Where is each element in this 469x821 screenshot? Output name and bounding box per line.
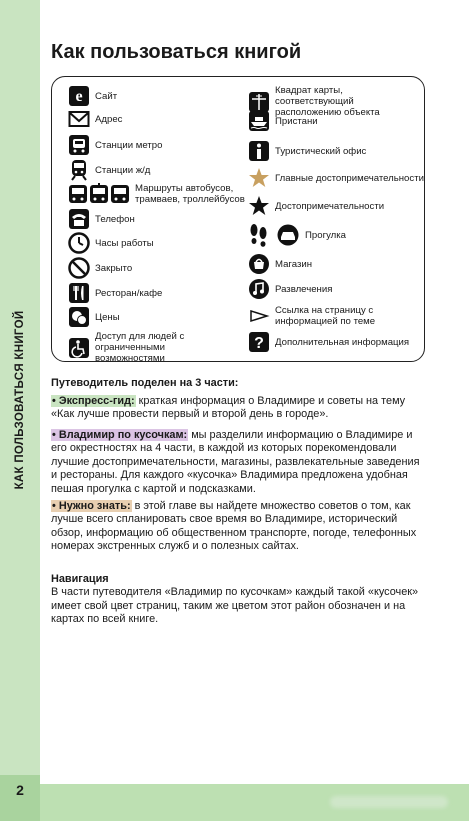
legend-item-closed: Закрыто [68,257,132,279]
legend-item-walk: Прогулка [248,223,346,247]
svg-text:e: e [75,88,83,105]
legend-item-piers: Пристани [248,110,318,132]
legend-item-accessibility: Доступ для людей с ограниченными возможностями [68,331,235,364]
train-icon [68,159,90,181]
coins-icon [68,306,90,328]
legend-item-website: e Сайт [68,85,117,107]
intro-text: Путеводитель поделен на 3 части: [51,377,239,389]
music-icon [248,278,270,300]
legend-item-restaurant: Ресторан/кафе [68,282,162,304]
shop-icon [248,253,270,275]
legend-item-phone: Телефон [68,208,135,230]
legend-item-train: Станции ж/д [68,159,150,181]
metro-icon [68,134,90,156]
phone-icon [68,208,90,230]
navigation-title: Навигация [51,573,109,585]
page-number: 2 [16,782,24,798]
navigation-body: В части путеводителя «Владимир по кусочкам» каждый такой «кусочек» имеет свой цвет страниц, таким же цветом этот район обозначен и на картах по всей книге. [51,586,419,626]
legend-item-transport: Маршруты автобусов, трамваев, троллейбусов [68,183,275,205]
triangle-pointer-icon [248,305,270,327]
legend-box [51,76,425,362]
ship-icon [248,110,270,132]
part-know: • Нужно знать: в этой главе вы найдете множество советов о том, как лучше всего спланировать свое время во Владимире, исторический обзор, информацию об общественном транспорте, погоде, телефонных номерах экстренных служб и о полезных сайтах. [51,500,417,553]
express-tag: • Экспресс-гид: [52,395,135,407]
gold-star-icon [248,167,270,189]
black-star-icon [248,195,270,217]
legend-item-map-grid: Квадрат карты, соответствующий расположению объекта [248,85,410,118]
legend-item-address: Адрес [68,110,122,128]
legend-item-entertainment: Развлечения [248,278,332,300]
clock-icon [68,232,90,254]
legend-item-hours: Часы работы [68,232,154,254]
legend-item-sights: Достопримечательности [248,195,384,217]
bus-tram-trolley-icons [68,183,130,205]
watermark-blur [330,796,448,808]
website-e-icon [68,85,90,107]
page-title: Как пользоваться книгой [51,41,302,63]
info-icon [248,140,270,162]
question-icon [248,331,270,353]
fork-knife-icon [68,282,90,304]
closed-icon [68,257,90,279]
navigation-section [51,573,425,627]
legend-item-metro: Станции метро [68,134,162,156]
legend-item-extra-info: ? Дополнительная информация [248,331,409,353]
footprints-car-icon [248,223,300,247]
part-express: • Экспресс-гид: краткая информация о Владимире и советы на тему «Как лучше провести первый и второй день в городе». [51,395,406,421]
part-vladimir: • Владимир по кусочкам: мы разделили информацию о Владимире и его окрестностях на 4 части, в каждой из которых порекомендовали лучшие достопримечательности, магазины, развлекательные заведения и рестораны. Для каждого «кусочка» Владимира предложена удобная пешая прогулка с картой и подсказками. [51,429,420,495]
vladimir-tag: • Владимир по кусочкам: [52,429,188,441]
svg-text:?: ? [254,335,264,352]
wheelchair-icon [68,337,90,359]
side-title: КАК ПОЛЬЗОВАТЬСЯ КНИГОЙ [14,310,26,490]
legend-item-tourist-office: Туристический офис [248,140,366,162]
legend-item-page-link: Ссылка на страницу с информацией по теме [248,305,405,327]
legend-item-prices: Цены [68,306,120,328]
legend-item-shop: Магазин [248,253,312,275]
know-tag: • Нужно знать: [52,500,131,512]
legend-item-main-sights: Главные достопримечательности [248,167,424,189]
envelope-icon [68,110,90,128]
